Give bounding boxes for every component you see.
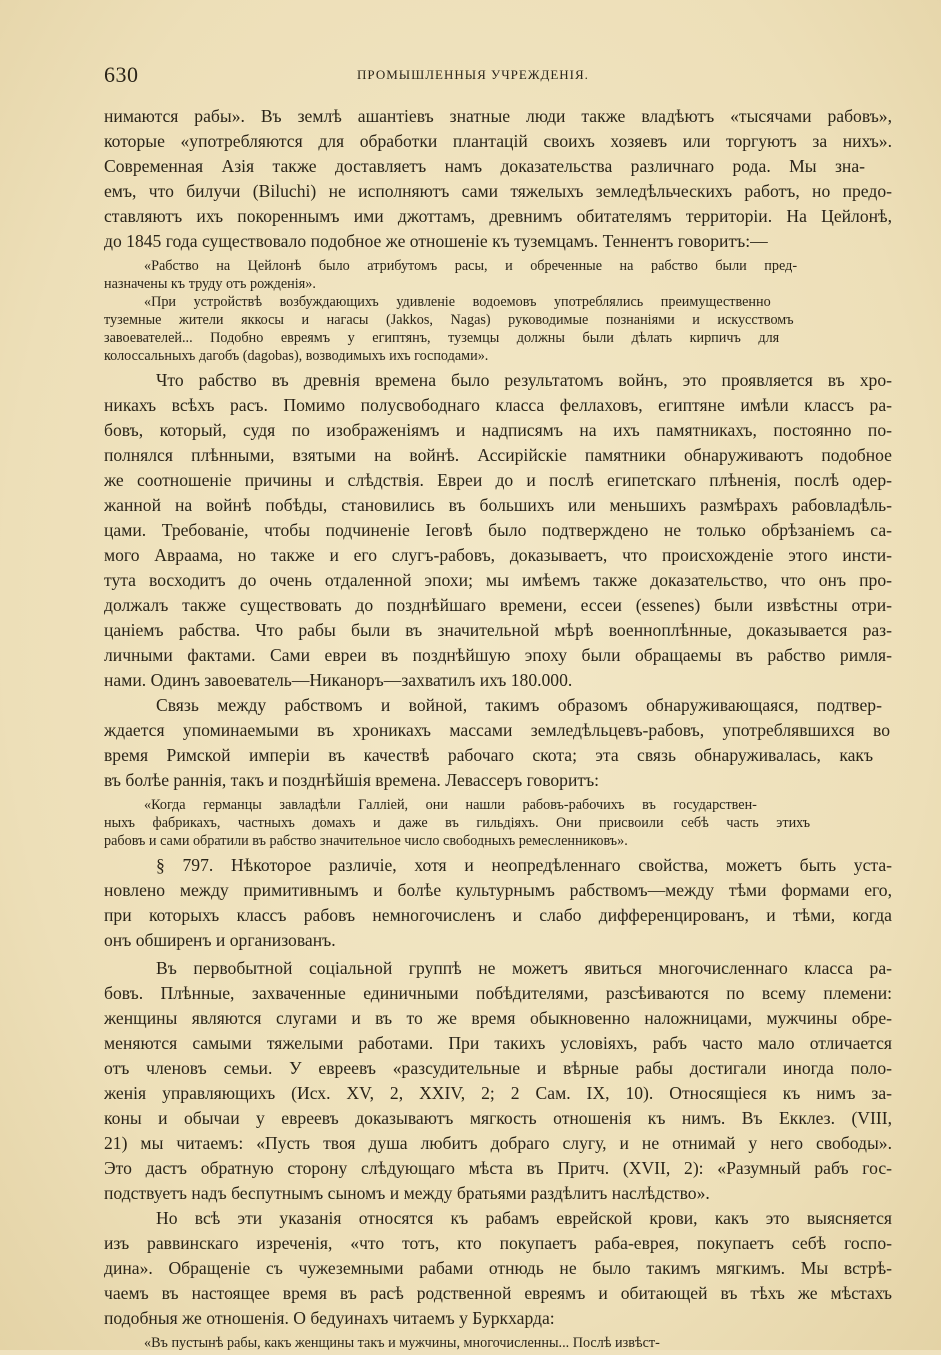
text-line: личными фактами. Сами евреи въ позднѣйшую эпоху были обращаемы въ рабство римля- (104, 645, 892, 665)
quote-line: назначены къ труду отъ рожденія». (104, 276, 316, 292)
paragraph-block (104, 853, 892, 953)
text-line: нимаются рабы». Въ землѣ ашантіевъ знатные люди также владѣютъ «тысячами рабовъ», (104, 106, 892, 126)
text-line: въ болѣе раннія, такъ и позднѣйшія времена. Левассеръ говоритъ: (104, 770, 600, 790)
quote-line: ныхъ фабрикахъ, частныхъ домахъ и даже въ гильдіяхъ. Они присвоили себѣ часть этихъ (104, 815, 811, 831)
paragraph-block (104, 368, 892, 793)
text-line: ждается упоминаемыми въ хроникахъ массами земледѣльцевъ-рабовъ, употреблявшихся во (104, 720, 891, 740)
text-line: цами. Требованіе, чтобы подчиненіе Іеговѣ было подтверждено не только обрѣзаніемъ са- (104, 520, 892, 540)
quote-line: рабовъ и сами обратили въ рабство значительное число свободныхъ ремесленниковъ». (104, 833, 628, 849)
quote-line: туземные жители яккосы и нагасы (Jakkos, Nagas) руководимые познаніями и искусствомъ (104, 312, 794, 328)
quote-line: «Рабство на Цейлонѣ было атрибутомъ расы, и обреченные на рабство были пред- (144, 258, 798, 274)
text-line: подобныя же отношенія. О бедуинахъ читаемъ у Буркхарда: (104, 1308, 555, 1328)
text-line: жанной на войнѣ побѣды, становились въ большихъ или меньшихъ размѣрахъ рабовладѣль- (104, 495, 892, 515)
text-line: меняются самыми тяжелыми работами. При такихъ условіяхъ, рабъ часто мало отличается (104, 1033, 892, 1053)
text-line: женія управляющихъ (Исх. XV, 2, XXIV, 2; 2 Сам. IX, 10). Относящіеся къ нимъ за- (104, 1083, 892, 1103)
quote-line: колоссальныхъ дагобъ (dagobas), возводимыхъ ихъ господами». (104, 348, 489, 364)
text-line: женщины являются слугами и въ то же время обыкновенно наложницами, мужчины обре- (104, 1008, 892, 1028)
text-line: емъ, что билучи (Biluchi) не исполняютъ сами тяжелыхъ земледѣльческихъ работъ, но предо- (104, 181, 892, 201)
text-line: тута восходитъ до очень отдаленной эпохи; мы имѣемъ также доказательство, что онъ про- (104, 570, 892, 590)
text-line: 21) мы читаемъ: «Пусть твоя душа любитъ добраго слугу, и не отнимай у него свободы». (104, 1133, 892, 1153)
text-line: бовъ. Плѣнные, захваченные единичными побѣдителями, разсѣиваются по всему племени: (104, 983, 892, 1003)
text-line: нами. Одинъ завоеватель—Никаноръ—захватилъ ихъ 180.000. (104, 670, 573, 690)
text-line: бовъ, который, судя по изображеніямъ и надписямъ на ихъ памятникахъ, постоянно по- (104, 420, 892, 440)
text-line: подствуетъ надъ беспутнымъ сыномъ и между братьями раздѣлитъ наслѣдство». (104, 1183, 710, 1203)
block-quote (104, 1334, 892, 1352)
text-line: цаніемъ рабства. Что рабы были въ значительной мѣрѣ военноплѣнные, доказывается раз- (104, 620, 892, 640)
text-line: Что рабство въ древнія времена было результатомъ войнъ, это проявляется въ хро- (156, 370, 892, 390)
page-header (104, 62, 842, 88)
text-line: Но всѣ эти указанія относятся къ рабамъ еврейской крови, какъ это выясняется (156, 1208, 892, 1228)
quote-line: «При устройствѣ возбуждающихъ удивленіе водоемовъ употреблялись преимущественно (144, 294, 771, 310)
text-line: никахъ всѣхъ расъ. Помимо полусвободнаго класса феллаховъ, египтяне имѣли классъ ра- (104, 395, 892, 415)
text-line: Это дастъ обратную сторону слѣдующаго мѣста въ Притч. (XVII, 2): «Разумный рабъ гос- (104, 1158, 892, 1178)
text-line: же соотношеніе причины и слѣдствія. Евреи до и послѣ египетскаго плѣненія, послѣ одер- (104, 470, 892, 490)
block-quote (104, 796, 892, 850)
text-line: новлено между примитивнымъ и болѣе культурнымъ рабствомъ—между тѣми формами его, (104, 880, 892, 900)
text-line: чаемъ въ настоящее время въ расѣ родственной евреямъ и обитающей въ тѣхъ же мѣстахъ (104, 1283, 892, 1303)
text-line: отъ членовъ семьи. У евреевъ «разсудительные и вѣрные рабы достигали иногда поло- (104, 1058, 892, 1078)
text-line: Современная Азія также доставляетъ намъ доказательства различнаго рода. Мы зна- (104, 156, 866, 176)
text-line: Въ первобытной соціальной группѣ не можетъ явиться многочисленнаго класса ра- (156, 958, 892, 978)
quote-line: «Когда германцы завладѣли Галліей, они нашли рабовъ-рабочихъ въ государствен- (144, 797, 757, 813)
running-head: ПРОМЫШЛЕННЫЯ УЧРЕЖДЕНІЯ. (357, 67, 589, 82)
text-line: должалъ также существовать до позднѣйшаго времени, ессеи (essenes) были извѣстны отри- (104, 595, 892, 615)
text-line: коны и обычаи у евреевъ доказываютъ мягкость отношенія къ нимъ. Въ Екклез. (VIII, (104, 1108, 892, 1128)
quote-line: завоевателей... Подобно евреямъ у египтянъ, туземцы должны были дѣлать кирпичъ для (104, 330, 780, 346)
text-line: дина». Обращеніе съ чужеземными рабами отнюдь не было такимъ мягкимъ. Мы встрѣ- (104, 1258, 892, 1278)
text-line: полнялся плѣнными, взятыми на войнѣ. Ассирійскіе памятники обнаруживаютъ подобное (104, 445, 892, 465)
text-line: время Римской имперіи въ качествѣ рабочаго скота; эта связь обнаруживалась, какъ (104, 745, 874, 765)
text-line: § 797. Нѣкоторое различіе, хотя и неопредѣленнаго свойства, можетъ быть уста- (156, 855, 892, 875)
quote-line: «Въ пустынѣ рабы, какъ женщины такъ и мужчины, многочисленны... Послѣ извѣст- (144, 1335, 660, 1351)
text-line: до 1845 года существовало подобное же отношеніе къ туземцамъ. Теннентъ говоритъ:— (104, 231, 768, 251)
text-line: изъ раввинскаго изреченія, «что тотъ, кто покупаетъ раба-еврея, покупаетъ себѣ госпо- (104, 1233, 892, 1253)
text-line: Связь между рабствомъ и войной, такимъ образомъ обнаруживающаяся, подтвер- (156, 695, 882, 715)
page-text (104, 104, 892, 1355)
text-line: онъ обширенъ и организованъ. (104, 930, 336, 950)
page-number: 630 (104, 62, 139, 87)
paragraph-block (104, 956, 892, 1331)
text-line: при которыхъ классъ рабовъ немногочисленъ и слабо дифференцированъ, и тѣми, когда (104, 905, 892, 925)
block-quote (104, 257, 892, 365)
text-line: которые «употребляются для обработки плантацій своихъ хозяевъ или торгуютъ за нихъ». (104, 131, 892, 151)
text-line: ставляютъ ихъ покореннымъ ими джоттамъ, древнимъ обитателямъ территоріи. На Цейлонѣ, (104, 206, 892, 226)
text-line: мого Авраама, но также и его слугъ-рабовъ, доказываетъ, что происхожденіе этого инсти- (104, 545, 892, 565)
paragraph-block (104, 104, 892, 254)
